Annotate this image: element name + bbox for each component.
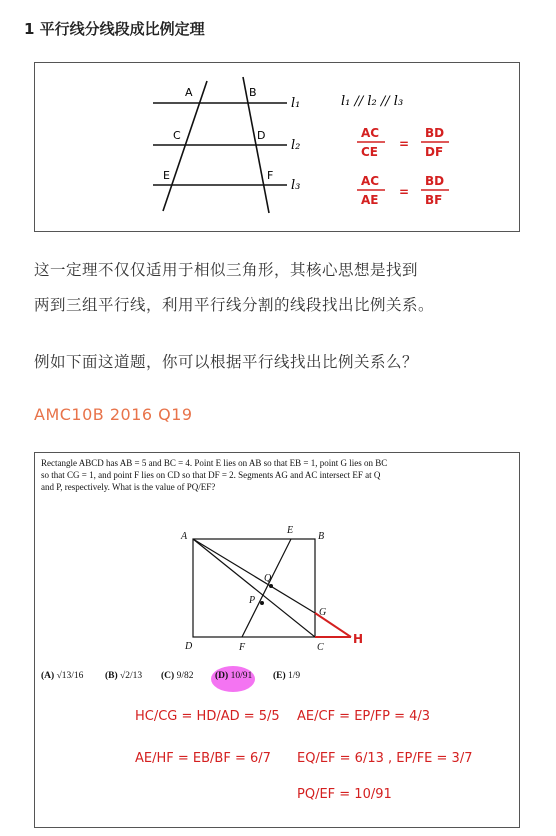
label-a: A bbox=[185, 86, 193, 99]
label-l2: l₂ bbox=[291, 138, 301, 153]
label-b: B bbox=[249, 86, 257, 99]
label-f: F bbox=[239, 642, 246, 653]
parallel-statement: l₁ // l₂ // l₃ bbox=[341, 94, 404, 109]
eq2-left-num: AC bbox=[361, 174, 380, 188]
label-d: D bbox=[185, 641, 193, 652]
label-l3: l₃ bbox=[291, 178, 301, 193]
choice-e[interactable]: (E) 1/9 bbox=[273, 671, 301, 681]
label-e: E bbox=[163, 169, 170, 182]
problem-line-3: and P, respectively. What is the value of PQ/EF? bbox=[41, 482, 216, 492]
ratio-equation-2 bbox=[357, 174, 449, 207]
problem-line-2: so that CG = 1, and point F lies on CD so that DF = 2. Segments AG and AC intersect EF at Q bbox=[41, 470, 381, 480]
eq2-left-den: AE bbox=[361, 193, 379, 207]
theorem-figure bbox=[34, 62, 520, 232]
choice-d[interactable]: (D) 10/91 bbox=[215, 671, 253, 681]
point-p bbox=[260, 601, 264, 605]
label-q: Q bbox=[264, 573, 272, 584]
label-d: D bbox=[257, 129, 266, 142]
parallel-lines-diagram bbox=[35, 63, 521, 233]
handwritten-eq-1: HC/CG = HD/AD = 5/5 bbox=[135, 709, 280, 724]
transversal-left bbox=[163, 81, 207, 211]
eq2-right-den: BF bbox=[425, 193, 443, 207]
label-p: P bbox=[249, 595, 256, 606]
eq1-right-den: DF bbox=[425, 145, 444, 159]
handwritten-eq-4: EQ/EF = 6/13 , EP/FE = 3/7 bbox=[297, 751, 473, 766]
label-a: A bbox=[181, 531, 188, 542]
label-b: B bbox=[318, 531, 325, 542]
handwritten-eq-2: AE/HF = EB/BF = 6/7 bbox=[135, 751, 271, 766]
eq1-equals: = bbox=[399, 137, 410, 151]
section-heading: 1 平行线分线段成比例定理 bbox=[24, 20, 205, 38]
problem-figure bbox=[34, 452, 520, 828]
segment-ac bbox=[193, 539, 315, 637]
choice-c[interactable]: (C) 9/82 bbox=[161, 671, 194, 681]
eq2-right-num: BD bbox=[425, 174, 445, 188]
label-h: H bbox=[353, 632, 364, 646]
label-f: F bbox=[267, 169, 274, 182]
eq1-left-den: CE bbox=[361, 145, 379, 159]
paragraph-3: 例如下面这道题，你可以根据平行线找出比例关系么？ bbox=[34, 353, 419, 371]
handwritten-eq-5: PQ/EF = 10/91 bbox=[297, 787, 392, 802]
handwritten-eq-3: AE/CF = EP/FP = 4/3 bbox=[297, 709, 431, 724]
eq1-right-num: BD bbox=[425, 126, 445, 140]
paragraph-2: 两到三组平行线，利用平行线分割的线段找出比例关系。 bbox=[34, 296, 435, 314]
ratio-equation-1 bbox=[357, 126, 449, 159]
label-c: C bbox=[173, 129, 181, 142]
label-e: E bbox=[287, 525, 294, 536]
eq1-left-num: AC bbox=[361, 126, 380, 140]
choice-b[interactable]: (B) √2/13 bbox=[105, 671, 143, 681]
segment-ef bbox=[242, 539, 291, 637]
label-c: C bbox=[317, 642, 324, 653]
choice-a[interactable]: (A) √13/16 bbox=[41, 671, 84, 681]
rectangle-diagram bbox=[35, 453, 521, 829]
eq2-equals: = bbox=[399, 185, 410, 199]
problem-source: AMC10B 2016 Q19 bbox=[34, 405, 193, 424]
label-g: G bbox=[319, 607, 327, 618]
problem-line-1: Rectangle ABCD has AB = 5 and BC = 4. Point E lies on AB so that EB = 1, point G lies on BC bbox=[41, 458, 388, 468]
point-q bbox=[269, 584, 273, 588]
label-l1: l₁ bbox=[291, 96, 301, 111]
paragraph-1: 这一定理不仅仅适用于相似三角形，其核心思想是找到 bbox=[34, 261, 419, 279]
